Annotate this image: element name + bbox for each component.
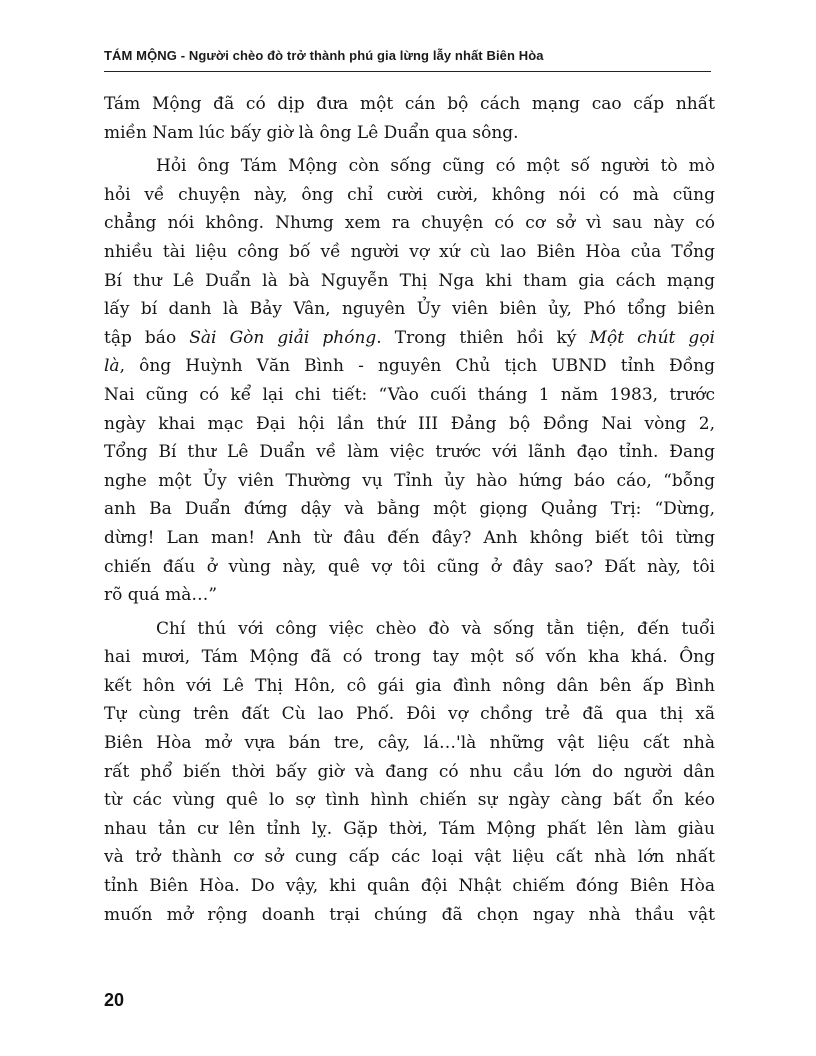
text-line: Biên Hòa mở vựa bán tre, cây, lá…'là những vật liệu cất nhà [104, 733, 715, 754]
text-line [104, 324, 715, 353]
text-line: nhiều tài liệu công bố về người vợ xứ cù lao Biên Hòa của Tổng [104, 241, 715, 262]
body-text [104, 90, 715, 934]
text-line: tỉnh Biên Hòa. Do vậy, khi quân đội Nhật chiếm đóng Biên Hòa [104, 876, 715, 897]
book-subtitle: Người chèo đò trở thành phú gia lừng lẫy nhất Biên Hòa [188, 48, 544, 63]
italic-title: Một chút gọi [589, 327, 715, 348]
text-line: anh Ba Duẩn đứng dậy và bằng một giọng Quảng Trị: “Dừng, [104, 499, 715, 520]
italic-title: là [104, 356, 120, 377]
text-line: kết hôn với Lê Thị Hôn, cô gái gia đình nông dân bên ấp Bình [104, 675, 715, 696]
text-line: ngày khai mạc Đại hội lần thứ III Đảng bộ Đồng Nai vòng 2, [104, 413, 715, 434]
paragraph [104, 615, 715, 930]
text-line: chẳng nói không. Nhưng xem ra chuyện có cơ sở vì sau này có [104, 213, 715, 234]
text-line: dừng! Lan man! Anh từ đâu đến đây? Anh không biết tôi từng [104, 527, 715, 548]
text-segment: . Trong thiên hồi ký [376, 327, 590, 348]
text-line: từ các vùng quê lo sợ tình hình chiến sự ngày càng bất ổn kéo [104, 790, 715, 811]
text-line: hỏi về chuyện này, ông chỉ cười cười, không nói có mà cũng [104, 184, 715, 205]
text-line: nghe một Ủy viên Thường vụ Tỉnh ủy hào hứng báo cáo, “bỗng [104, 470, 715, 491]
header-rule [104, 71, 711, 72]
text-line: rõ quá mà…” [104, 585, 218, 606]
book-title: TÁM MỘNG [104, 48, 178, 63]
text-line: miền Nam lúc bấy giờ là ông Lê Duẩn qua sông. [104, 122, 519, 143]
paragraph [104, 90, 715, 147]
text-line: Chí thú với công việc chèo đò và sống tằn tiện, đến tuổi [156, 618, 715, 639]
text-line: Tự cùng trên đất Cù lao Phố. Đôi vợ chồng trẻ đã qua thị xã [104, 704, 715, 725]
text-line: Tám Mộng đã có dịp đưa một cán bộ cách mạng cao cấp nhất [104, 94, 715, 114]
running-header [104, 48, 714, 63]
text-segment: tập báo [104, 327, 190, 348]
text-line: Bí thư Lê Duẩn là bà Nguyễn Thị Nga khi tham gia cách mạng [104, 270, 715, 291]
page-number: 20 [104, 990, 125, 1010]
text-line: hai mươi, Tám Mộng đã có trong tay một số vốn kha khá. Ông [104, 647, 715, 668]
text-line: muốn mở rộng doanh trại chúng đã chọn ngay nhà thầu vật [104, 904, 715, 925]
header-separator: - [177, 48, 189, 63]
text-segment: , ông Huỳnh Văn Bình - nguyên Chủ tịch UBND tỉnh Đồng [119, 356, 715, 377]
paragraph [104, 152, 715, 610]
text-line: rất phổ biến thời bấy giờ và đang có nhu cầu lớn do người dân [104, 761, 715, 782]
text-line [104, 352, 715, 381]
text-line: lấy bí danh là Bảy Vân, nguyên Ủy viên biên ủy, Phó tổng biên [104, 299, 715, 320]
text-line: và trở thành cơ sở cung cấp các loại vật liệu cất nhà lớn nhất [104, 847, 715, 868]
text-line: Nai cũng có kể lại chi tiết: “Vào cuối tháng 1 năm 1983, trước [104, 384, 715, 405]
text-line: Hỏi ông Tám Mộng còn sống cũng có một số người tò mò [156, 156, 715, 177]
italic-title: Sài Gòn giải phóng [189, 327, 377, 348]
text-line: nhau tản cư lên tỉnh lỵ. Gặp thời, Tám Mộng phất lên làm giàu [104, 818, 715, 839]
text-line: Tổng Bí thư Lê Duẩn về làm việc trước với lãnh đạo tỉnh. Đang [104, 442, 715, 463]
text-line: chiến đấu ở vùng này, quê vợ tôi cũng ở đây sao? Đất này, tôi [104, 556, 715, 577]
